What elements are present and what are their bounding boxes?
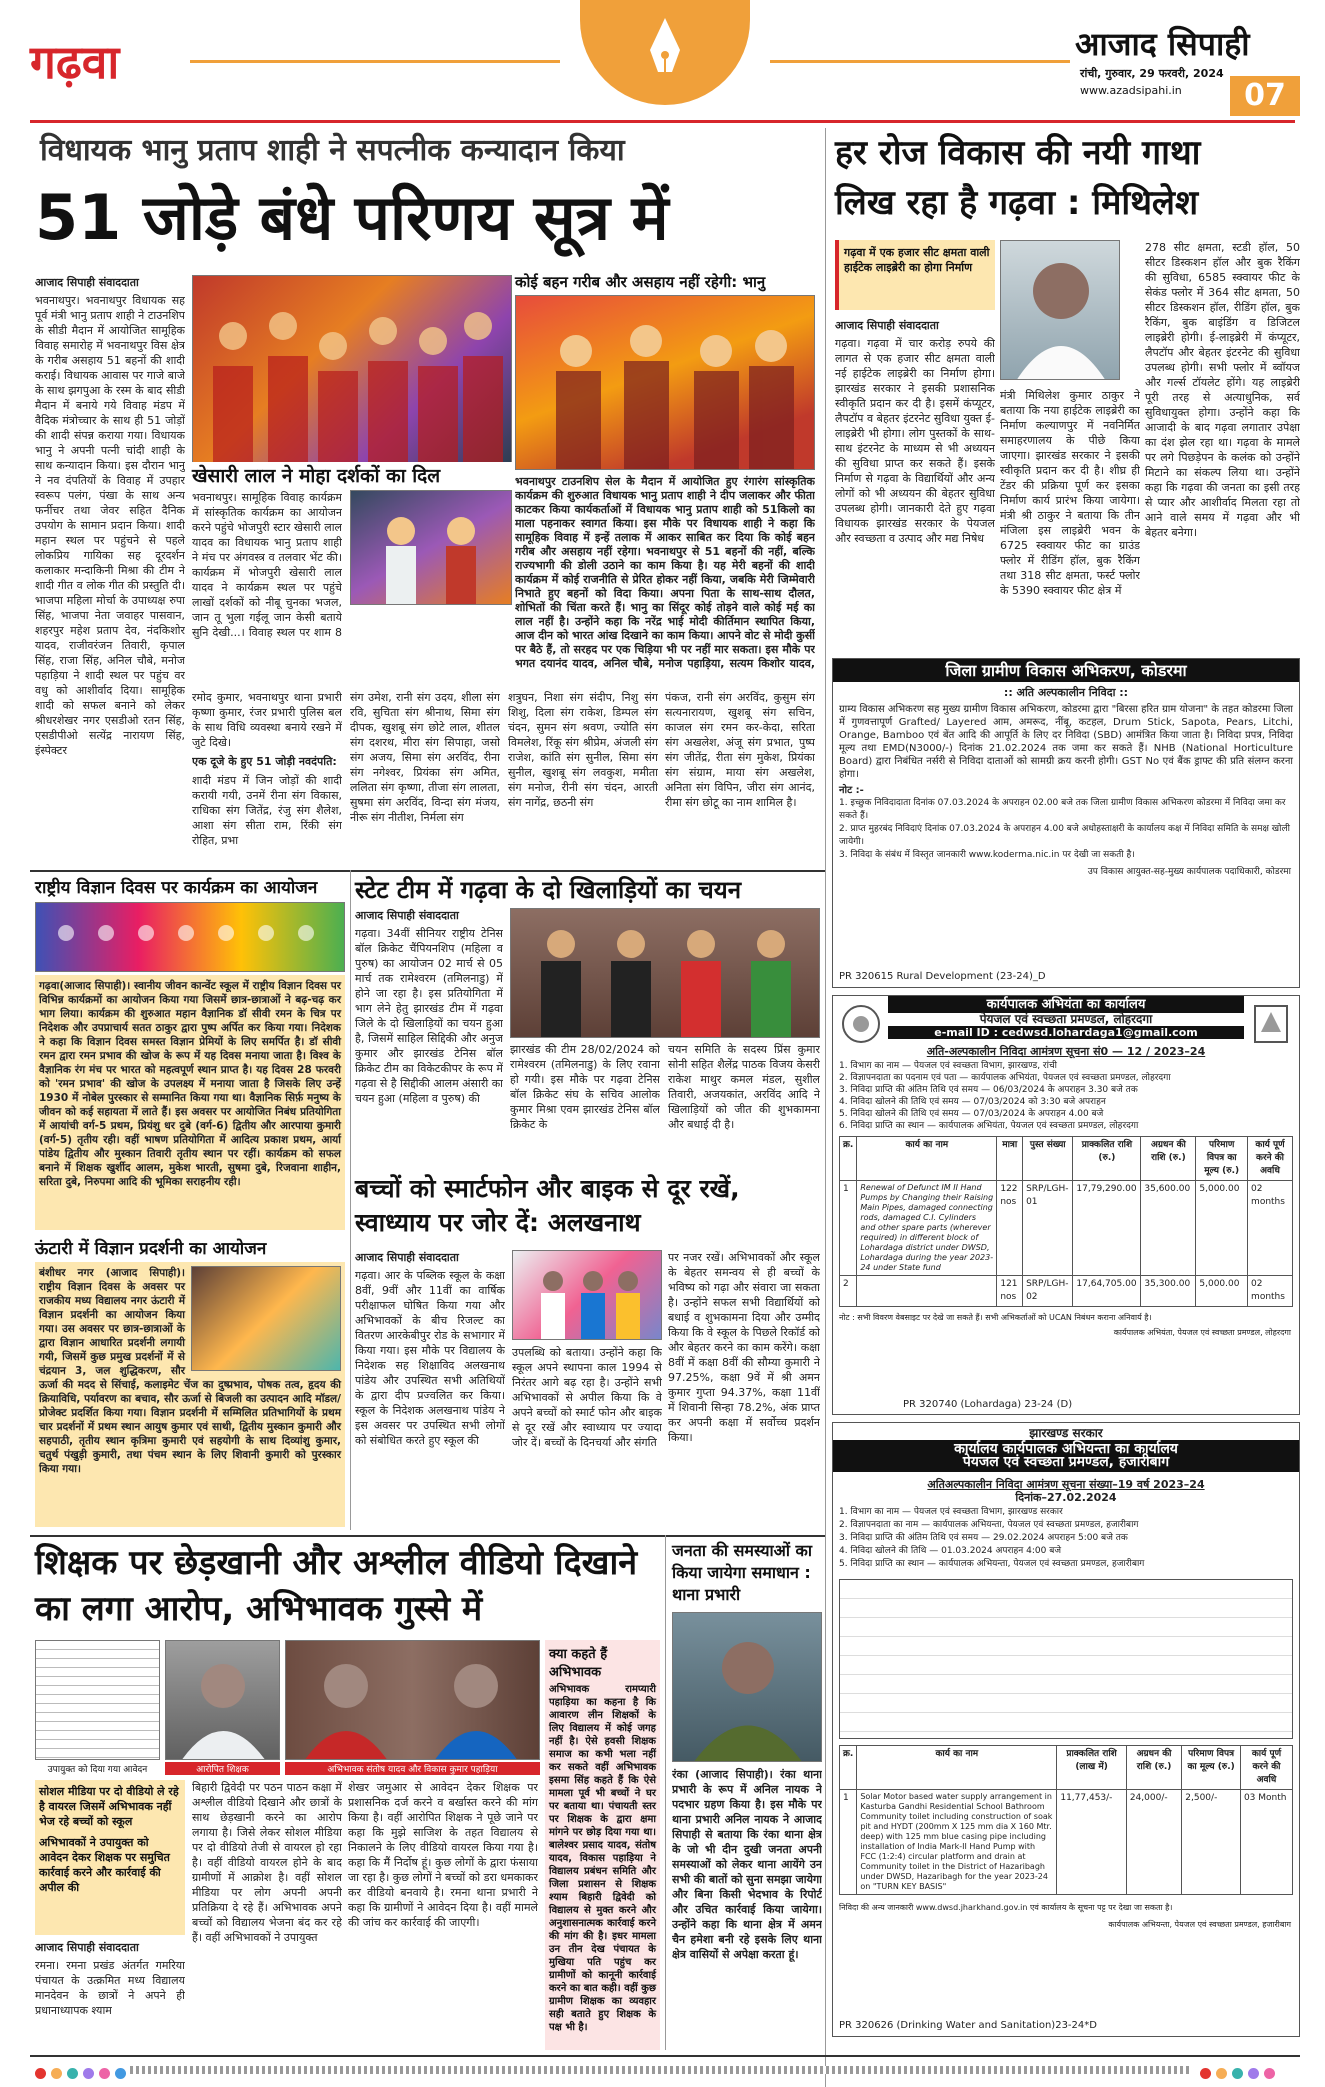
page-number: 07	[1230, 76, 1300, 116]
footer-dots-left	[35, 2064, 131, 2083]
smartphone-col1: आजाद सिपाही संवाददाता गढ़वा। आर के पब्लिक स्कूल के कक्षा 8वीं, 9वीं और 11वीं का वार्षिक परीक्षाफल घोषित किया गया और अभिभावकों के बीच रिजल्ट का वितरण आरकेबीपुर रोड के सभागार में किया गया। इस मौके पर विद्यालय के निदेशक सह शिक्षाविद अलखनाथ पांडेय और उपस्थित सभी अतिथियों के द्वारा दीप प्रज्वलित कर किया। स्कूल के निदेशक अलखनाथ पांडेय ने इस अवसर पर उपस्थित सभी लोगों को संबोधित करते हुए स्कूल की	[355, 1251, 505, 1447]
footer-dot	[51, 2068, 62, 2079]
bhanu-body: भवनाथपुर टाउनशिप सेल के मैदान में आयोजित हुए रंगारंग सांस्कृतिक कार्यक्रम की शुरुआत विधायक भानु प्रताप शाही ने दीप जलाकर और फीता काटकर किया कार्यकर्ताओं में विधायक भानु प्रताप शाही को 51किलो का माला पहनाकर स्वागत किया। इस मौके पर विधायक शाही ने कहा कि सामूहिक विवाह में इन्हें तलाक में आकर साबित कर दिया कि कोई बहन गरीब और असहाय नहीं रहेगा। भवनाथपुर से 51 बहनों की नहीं, बल्कि राज्यभागी की डोली उठाने का काम किया है। यह मेरी बहनों की शादी कार्यक्रम में कोई राजनीति से प्रेरित होकर नहीं किया, जबकि मेरी जिम्मेवारी निभाते हुए बहनों को विदा किया। अपना पिता के साथ-साथ दौलत, शोभितों की चिंता करते हैं। भानु का सिंदूर कोई तोड़ने वाले कोई मई का लाल नहीं है। उन्होंने कहा कि नरेंद्र भाई मोदी कीर्तिमान स्थापित किया, आज दीन को भारत आंख दिखाने का काम किया। आपने वोट से मोदी कुर्सी पर बैठे हैं, तो सरहद पर एक चिड़िया भी पर नहीं मार सकता। इस मौके पर भगत दयानंद यादव, अनिल चौबे, मनोज पहाड़िया, सत्यम किशोर यादव,	[515, 475, 815, 670]
website[interactable]: www.azadsipahi.in	[1080, 84, 1182, 97]
police-body: रंका (आजाद सिपाही)। रंका थाना प्रभारी के रूप में अनिल नायक ने पदभार ग्रहण किया है। इस मौके पर थाना प्रभारी अनिल नायक ने आजाद सिपाही से बताया कि रंका थाना क्षेत्र के जो भी दीन दुखी जनता अपनी समस्याओं को लेकर थाना आयेंगे उन सभी की बातों को सुना समझा जायेगा और बिना किसी भेदभाव के रिपोर्ट और उचित कार्रवाई किया जायेगा। उन्होंने कहा कि थाना क्षेत्र में अमन चैन हमेशा बनी रहे इसके लिए थाना क्षेत्र वासियों से अपेक्षा करता हूं।	[672, 1768, 822, 1961]
state-team-col3: चयन समिति के सदस्य प्रिंस कुमार सोनी सहित शैलेंद्र पाठक विजय केसरी राकेश माथुर कमल मंडल, सुशील तिवारी, अजयकांत, अरविंद आदि ने खिलाड़ियों को जीत की शुभकामना और बधाई दी है।	[668, 1043, 820, 1131]
tender-hazaribagh-office: कार्यालय कार्यपालक अभियन्ता का कार्यालय पेयजल एवं स्वच्छता प्रमण्डल, हजारीबाग	[833, 1440, 1299, 1472]
tender-lohardaga-title: अति-अल्पकालीन निविदा आमंत्रण सूचना सं0 — 12 / 2023–24	[926, 1045, 1206, 1058]
khesari-title: खेसारी लाल ने मोहा दर्शकों का दिल	[192, 462, 512, 488]
exhibition-body: बंशीधर नगर (आजाद सिपाही)। राष्ट्रीय विज्ञान दिवस के अवसर पर राजकीय मध्य विद्यालय नगर ऊंटारी में विज्ञान प्रदर्शनी का आयोजन किया गया। उस अवसर पर छात्र-छात्राओं के द्वारा विज्ञान आधारित प्रदर्शनी लगायी गयी, जिसमें कुछ प्रमुख प्रदर्शनों में से चंद्रयान 3, जल शुद्धिकरण, सौर ऊर्जा की मदद से सिंचाई, कलाइमेट चेंज का दुष्प्रभाव, पोषक तत्व, हृदय की क्रियाविधि, पर्यावरण का बचाव, सौर ऊर्जा से बिजली का उत्पादन आदि मॉडल/प्रोजेक्ट प्रदर्शित किया गया। विज्ञान प्रदर्शनी में सम्मिलित प्रतिभागियों के प्रथम चार प्रदर्शनों में प्रथम स्थान आयुष कुमार एवं साथी, द्वितीय मुस्कान कुमारी और सहपाठी, तृतीय स्थान कृत्रिमा कुमारी एवं सहयोगी के साथ दिव्यांशु कुमार, चतुर्थ पंखुड़ी कुमारी, तथा पंचम स्थान के लिए शिवानी कुमारी को पुरस्कार किया गया।	[35, 1262, 345, 1527]
right-headline-1: हर रोज विकास की नयी गाथा	[835, 133, 1201, 173]
minister-photo	[1000, 240, 1120, 380]
table-row: 1 Renewal of Defunct IM II Hand Pumps by Changing their Raising Main Pipes, damaged connecting rods, damaged C.I. Cylinders and other spare parts (wherever required) in different block of Lohardaga district under DWSD, Lohardaga during the year 2023-24 under State fund 122 nos SRP/LGH-01 17,79,290.00 35,600.00 5,000.00 02 months	[840, 1181, 1293, 1276]
footer-dot	[1264, 2068, 1275, 2079]
tender-hazaribagh-table: क्र. कार्य का नाम प्राक्कलित राशि (लाख में) अग्रधन की राशि (रु.) परिमाण विपत्र का मूल्य (रु.) कार्य पूर्ण करने की अवधि 1 Solar Motor based water supply arrangement in Kasturba Gandhi Residential School Bathroom Community toilet including construction of soak pit and HYDT (200mm X 125 mm dia X 160 Mtr. deep) with 125 mm blue casing pipe including installation of India Mark-II Hand Pump with FCC (1:2:4) circular platform and drain at Community toilet in the District of Hazaribagh under DWSD, Hazaribagh for the year 2023-24 on "TURN KEY BASIS" 11,77,453/- 24,000/- 2,500/- 03 Month	[839, 1745, 1293, 1895]
science-day-body: गढ़वा(आजाद सिपाही)। स्वानीय जीवन कान्वेंट स्कूल में राष्ट्रीय विज्ञान दिवस पर विभिन्न कार्यक्रमों का आयोजन किया गया जिसमें छात्र-छात्राओं ने बढ़-चढ़ कर भाग लिया। कार्यक्रम की शुरुआत महान वैज्ञानिक डॉ सीवी रमन के चित्र पर निदेशक और उपप्राचार्य सतत ठाकुर द्वारा पुष्प अर्पित कर किया गया। निदेशक ने कहा कि विज्ञान दिवस समस्त विज्ञान प्रेमियों के लिए समर्पित है। डॉ सीवी रमन द्वारा रमन प्रभाव की खोज के रूप में यह दिवस मनाया जाता है। विश्व के वैज्ञानिक रंग मंच पर भारत को महत्वपूर्ण स्थान प्राप्त है। यह दिवस 28 फरवरी को 'रमन प्रभाव' की खोज के उपलक्ष्य में मनाया जाता है जिसके लिए उन्हें 1930 में नोबेल पुरस्कार से सम्मानित किया गया था। वैज्ञानिक सिर्फ़ मनुष्य के जीवन को कई सहायता में लाते हैं। इस अवसर पर आयोजित निबंध प्रतियोगिता में आयांची वर्ग-5 प्रथम, प्रियंशु धर दुबे (वर्ग-6) द्वितीय और आरपाया कुमारी (वर्ग-5) तृतीय रही। वहीं भाषण प्रतियोगिता में आदित्य प्रकाश प्रथम, आर्या पांडेय द्वितीय और मुस्कान तिवारी तृतीय स्थान पर रहीं। कार्यक्रम को सफल बनाने में शिक्षक खुर्शीद आलम, मुकेश भारती, सुषमा दुबे, रिजवाना शाहीन, सरिता दुबे, निरुपमा आदि की भूमिका सराहनीय रही।	[35, 975, 345, 1230]
pen-nib-icon	[580, 0, 750, 110]
district-title: गढ़वा	[30, 35, 120, 89]
tender-koderma: जिला ग्रामीण विकास अभिकरण, कोडरमा :: अति अल्पकालीन निविदा :: ग्राम्य विकास अभिकरण सह मुख्य ग्रामीण विकास अभिकरण, कोडरमा द्वारा "बिरसा हरित ग्राम योजना" के तहत कोडरमा जिला में गुणवत्तापूर्ण Grafted/ Layered आम, अमरूद, नींबू, कटहल, Drum Stick, Sapota, Pears, Litchi, Orange, Bamboo एवं बेंत आदि की आपूर्ति के लिए दर निविदा (SBD) आमंत्रित किया जाता है। निविदा प्रपत्र, निविदा मूल्य तथा EMD(N3000/-) दिनांक 21.02.2024 तक जमा कर सकते हैं। NHB (National Horticulture Board) द्वारा निबंधित नर्सरी से निविदा दाताओं को सामग्री क्रय करनी होगी। GST No एवं बैंक ड्राफ्ट की प्रति संलग्न करना होगा। नोट :- 1. इच्छुक निविदादाता दिनांक 07.03.2024 के अपराहन 02.00 बजे तक जिला ग्रामीण विकास अभिकरण कोडरमा में निविदा जमा कर सकते हैं। 2. प्राप्त मुहरबंद निविदाएं दिनांक 07.03.2024 के अपराहन 4.00 बजे अधोहस्ताक्षरी के कार्यालय कक्ष में निविदा समिति के समक्ष खोली जायेगी। 3. निविदा के संबंध में विस्तृत जानकारी www.koderma.nic.in पर देखी जा सकती है। उप विकास आयुक्त-सह-मुख्य कार्यपालक पदाधिकारी, कोडरमा PR 320615 Rural Development (23-24)_D	[832, 658, 1300, 988]
table-row: 1 Solar Motor based water supply arrangement in Kasturba Gandhi Residential School Bathroom Community toilet including construction of soak pit and HYDT (200mm X 125 mm dia X 160 Mtr. deep) with 125 mm blue casing pipe including installation of India Mark-II Hand Pump with FCC (1:2:4) circular platform and drain at Community toilet in the District of Hazaribagh under DWSD, Hazaribagh for the year 2023-24 on "TURN KEY BASIS" 11,77,453/- 24,000/- 2,500/- 03 Month	[840, 1790, 1293, 1895]
tender-hazaribagh-pr: PR 320626 (Drinking Water and Sanitation)23-24*D	[839, 2020, 1097, 2031]
harassment-headline: शिक्षक पर छेड़खानी और अश्लील वीडियो दिखाने का लगा आरोप, अभिभावक गुस्से में	[35, 1543, 638, 1629]
masthead-rule-right	[770, 60, 1070, 63]
right-headline-2: लिख रहा है गढ़वा : मिथिलेश	[835, 183, 1199, 223]
tender-koderma-pr: PR 320615 Rural Development (23-24)_D	[839, 971, 1046, 982]
smartphone-col3: पर नजर रखें। अभिभावकों और स्कूल के बेहतर समन्वय से ही बच्चों के भविष्य को गढ़ा और संवारा जा सकता है। उन्होंने सफल सभी विद्यार्थियों को बधाई व शुभकामना दिया और उम्मीद किया कि वे स्कूल के पिछले रिकॉर्ड को और बेहतर करने का काम करेंगे। कक्षा 8वीं में कक्षा 8वीं की सौम्या कुमारी ने 97.25%, कक्षा 9वें में श्री अमन कुमार गुप्ता 94.37%, कक्षा 11वीं में शिवानी सिन्हा 78.2%, अंक प्राप्त कर अपनी कक्षा में सर्वोच्च प्रदर्शन किया।	[668, 1251, 820, 1444]
tender-lohardaga: कार्यपालक अभियंता का कार्यालय पेयजल एवं स्वच्छता प्रमण्डल, लोहरदगा e-mail ID : cedwsd.lohardaga1@gmail.com अति-अल्पकालीन निविदा आमंत्रण सूचना सं0 — 12 / 2023–24 1. विभाग का नाम — पेयजल एवं स्वच्छता विभाग, झारखण्ड, रांची 2. विज्ञापनदाता का पदनाम एवं पता — कार्यपालक अभियंता, पेयजल एवं स्वच्छता प्रमण्डल, लोहरदगा 3. निविदा प्राप्ति की अंतिम तिथि एवं समय — 06/03/2024 के अपराहन 3.30 बजे तक 4. निविदा खोलने की तिथि एवं समय — 07/03/2024 को 3:30 बजे अपराहन 5. निविदा खोलने की तिथि एवं समय — 07/03/2024 के अपराहन 4.00 बजे 6. निविदा प्राप्ति का स्थान — कार्यपालक अभियंता, पेयजल एवं स्वच्छता प्रमण्डल, लोहरदगा क्र. कार्य का नाम मात्रा पुस्त संख्या प्राक्कलित राशि (रु.) अग्रधन की राशि (रु.) परिमाण विपत्र का मूल्य (रु.) कार्य पूर्ण करने की अवधि 1 Renewal of Defunct IM II Hand Pumps by Changing their Raising Main Pipes, damaged connecting rods, damaged C.I. Cylinders and other spare parts (wherever required) in different block of Lohardaga district under DWSD, Lohardaga during the year 2023-24 under State fund 122 nos SRP/LGH-01 17,79,290.00 35,600.00 5,000.00 02 months 2 121 nos SRP/LGH-02 17,64,705.00 35,300.00 5,000.00 02 months नोट : सभी विवरण वेबसाइट पर देखे जा सकते हैं। सभी अभिकर्ताओं को UCAN निबंधन कराना अनिवार्य है। कार्यपालक अभियंता, पेयजल एवं स्वच्छता प्रमण्डल, लोहरदगा PR 320740 (Lohardaga) 23-24 (D)	[832, 995, 1300, 1415]
footer-dot	[99, 2068, 110, 2079]
right-body-col3: 278 सीट क्षमता, स्टडी हॉल, 50 सीटर डिस्कशन हॉल और बुक रैकिंग की सुविधा, 6585 स्क्वायर फीट के सेकंड फ्लोर में 364 सीट क्षमता, 50 सीटर डिस्कशन हॉल, रीडिंग हॉल, बुक रैकिंग, बुक बाइंडिंग व डिजिटल लाइब्रेरी होगी। ई-लाइब्रेरी में कंप्यूटर, लैपटॉप और बेहतर इंटरनेट की सुविधा उपलब्ध होगी। सभी फ्लोर में ब्वॉयज और गर्ल्स टॉयलेट होंगे। यह लाइब्रेरी पूरी तरह से अत्याधुनिक, सर्व सुविधायुक्त होगा। उन्होंने कहा कि आजादी के बाद गढ़वा लगातार उपेक्षा का दंश झेल रहा था। गढ़वा के मामले पर लगे पिछड़ेपन के कलंक को उन्होंने मिटाने का संकल्प लिया था। उन्होंने कहा कि गढ़वा की जनता का इसी तरह से प्यार और आशीर्वाद मिलता रहा तो आने वाले समय में गढ़वा और भी बेहतर बनेगा।	[1145, 241, 1300, 539]
right-body-col1: आजाद सिपाही संवाददाता गढ़वा। गढ़वा में चार करोड़ रुपये की लागत से एक हजार सीट क्षमता वाली नई हाईटेक लाइब्रेरी का निर्माण होगा। झारखंड सरकार ने इसकी प्रशासनिक स्वीकृति प्रदान कर दी है। इसमें कंप्यूटर, लैपटॉप व बेहतर इंटरनेट सुविधा युक्त ई-लाइब्रेरी भी होगा। लोग पुस्तकों के साथ-साथ इंटरनेट के माध्यम से भी अध्ययन की सुविधा प्राप्त कर सकते हैं। इसके निर्माण से गढ़वा के विद्यार्थियों और अन्य लोगों को भी अध्ययन की बेहतर सुविधा उपलब्ध होगी। जानकारी देते हुए गढ़वा विधायक झारखंड सरकार के पेयजल और स्वच्छता व उत्पाद और मद्य निषेध	[835, 319, 995, 545]
harassment-col2: बिहारी द्विवेदी पर पठन पाठन कक्षा में अश्लील वीडियो दिखाने और छात्रों के साथ छेड़खानी करने का आरोप लगाया है। जिसे लेकर सोशल मीडिया पर दो वीडियो तेजी से वायरल हो रहा है। वहीं वीडियो वायरल होने के बाद ग्रामीणों में आक्रोश है। वहीं सोशल मीडिया पर लोग अपनी अपनी प्रतिक्रिया दे रहे हैं। अभिभावक अपने बच्चों को विद्यालय भेजना बंद कर रहे हैं। वहीं अभिभावकों ने उपायुक्त	[192, 1781, 342, 1944]
accused-caption: आरोपित शिक्षक	[165, 1762, 280, 1775]
column-divider	[825, 128, 826, 2087]
tender-lohardaga-table: क्र. कार्य का नाम मात्रा पुस्त संख्या प्राक्कलित राशि (रु.) अग्रधन की राशि (रु.) परिमाण विपत्र का मूल्य (रु.) कार्य पूर्ण करने की अवधि 1 Renewal of Defunct IM II Hand Pumps by Changing their Raising Main Pipes, damaged connecting rods, damaged C.I. Cylinders and other spare parts (wherever required) in different block of Lohardaga district under DWSD, Lohardaga during the year 2023-24 under State fund 122 nos SRP/LGH-01 17,79,290.00 35,600.00 5,000.00 02 months 2 121 nos SRP/LGH-02 17,64,705.00 35,300.00 5,000.00 02 months	[839, 1136, 1293, 1307]
paper-name: आजाद सिपाही	[1075, 25, 1250, 63]
masthead-rule-left	[190, 60, 560, 63]
footer-dot	[1200, 2068, 1211, 2079]
footer-dot	[1232, 2068, 1243, 2079]
tender-hazaribagh-title: अतिअल्पकालीन निविदा आमंत्रण सूचना संख्या–19 वर्ष 2023–24	[927, 1478, 1205, 1491]
smartphone-headline: बच्चों को स्मार्टफोन और बाइक से दूर रखें, स्वाध्याय पर जोर दें: अलखनाथ	[355, 1174, 740, 1237]
tender-lohardaga-office: कार्यपालक अभियंता का कार्यालय	[888, 996, 1244, 1013]
exhibition-photo	[191, 1266, 341, 1371]
footer-dot	[83, 2068, 94, 2079]
right-body-col2: मंत्री मिथिलेश कुमार ठाकुर ने बताया कि नया हाईटेक लाइब्रेरी का निर्माण कल्याणपुर में नवनिर्मित समाहरणालय के पीछे किया जाएगा। झारखंड सरकार ने इसकी स्वीकृति प्रदान कर दी है। शीघ्र ही टेंडर की प्रक्रिया पूर्ण कर इसका निर्माण कार्य प्रारंभ किया जायेगा। मंत्री श्री ठाकुर ने बताया कि तीन मंजिला इस लाइब्रेरी भवन के 6725 स्क्वायर फीट का ग्राउंड फ्लोर में रीडिंग हॉल, बुक रैकिंग तथा 318 सीट क्षमता, फर्स्ट फ्लोर के 5390 स्क्वायर फीट क्षेत्र में	[1000, 389, 1140, 597]
khesari-stage-photo	[350, 490, 512, 605]
parents-photo	[285, 1640, 540, 1760]
lead-body-col3: संग उमेश, रानी संग उदय, शीला संग रवि, सुचिता संग श्रीनाथ, सिमा संग दीपक, खुशबू संग छोटे लाल, शीतल संग दशरथ, मीरा संग सिपाहा, जसो संग अजय, सिमा संग अरविंद, रीना संग नगेश्वर, प्रियंका संग अमित, ललिता संग कृष्णा, तीजा संग लालता, सुषमा संग अरविंद, विन्दा संग मंजय, नीरू संग नीतीश, निर्मला संग	[350, 691, 500, 824]
footer-dot	[67, 2068, 78, 2079]
lead-body-text: भवनाथपुर। भवनाथपुर विधायक सह पूर्व मंत्री भानु प्रताप शाही ने टाउनशिप के सीडी मैदान में आयोजित सामूहिक विवाह समारोह में भवनाथपुर विस क्षेत्र के गरीब असहाय 51 बहनों की शादी कराई। विधायक आवास पर गाजे बाजे के साथ झगपुआ के रस्म के बाद सीडी मैदान में बनाये गये विवाह मंडप में वैदिक मंत्रोच्चार के साथ ही 51 जोड़ों की शादी संपन्न कराया गया। विधायक भानु ने अपनी पत्नी चांदी शाही के साथ कन्यादान किया। इस दौरान भानु ने नव दंपतियों के विवाह में उपहार स्वरूप पलंग, पंखा के साथ अन्य फर्नीचर तथा जेवर सहित दैनिक उपयोग के सामान प्रदान किया। शादी महान स्थल पर पहुंचने से पहले लोकप्रिय गायिका सह दूरदर्शन कलाकार मन्दाकिनी मिश्रा की टीम ने शादी गीत व लोक गीत की प्रस्तुति दी। भाजपा महिला मोर्चा के उपाध्यक्ष रुपा सिंह, भाजपा नेता जवाहर पासवान, शहरपुर महेश प्रताप देव, नंदकिशोर यादव, राजीवरंजन तिवारी, कृपाल सिंह, राजा सिंह, अनिल चौबे, मनोज पहाड़िया ने शादी स्थल पर पहुंच वर वधु को आशीर्वाद दिया। सामूहिक शादी को सफल बनाने को लेकर श्रीधरशेखर नगर एसडीओ रतन सिंह, एसडीपीओ सत्येंद्र नारायण सिंह, इंस्पेक्टर	[35, 294, 185, 757]
exhibition-headline: ऊंटारी में विज्ञान प्रदर्शनी का आयोजन	[35, 1239, 267, 1259]
parents-caption: अभिभावक संतोष यादव और विकास कुमार पहाड़िया	[285, 1762, 540, 1775]
library-pull-quote: गढ़वा में एक हजार सीट क्षमता वाली हाईटेक लाइब्रेरी का होगा निर्माण	[835, 240, 995, 310]
footer-dot	[115, 2068, 126, 2079]
story-bhanu-title: कोई बहन गरीब और असहाय नहीं रहेगी: भानु	[515, 273, 766, 291]
state-team-col1: आजाद सिपाही संवाददाता गढ़वा। 34वीं सीनियर राष्ट्रीय टेनिस बॉल क्रिकेट चैंपियनशिप (महिला व पुरुष) का आयोजन 02 मार्च से 05 मार्च तक रामेश्वरम (तमिलनाडु) में होने जा रहा है। इस प्रतियोगिता में भाग लेने हेतु झारखंड टीम में गढ़वा जिले के दो खिलाड़ियों का चयन हुआ है, जिसमें साहिल सिद्दिकी और अनुज कुमार और झारखंड टेनिस बॉल क्रिकेट टीम का विकेटकीपर के रूप में गढ़वा से है सिद्दीकी आलम अंसारी का चयन हुआ (महिला व पुरुष) की	[355, 909, 503, 1105]
govt-emblem-icon	[841, 1002, 881, 1046]
tender-hazaribagh-details-grid	[839, 1579, 1293, 1739]
tender-koderma-title: :: अति अल्पकालीन निविदा ::	[1003, 686, 1129, 699]
table-row: 2 121 nos SRP/LGH-02 17,64,705.00 35,300.00 5,000.00 02 months	[840, 1276, 1293, 1307]
tender-koderma-header: जिला ग्रामीण विकास अभिकरण, कोडरमा	[833, 659, 1299, 682]
state-team-col2: झारखंड की टीम 28/02/2024 को रामेश्वरम (तमिलनाडु) के लिए रवाना हो गयी। इस मौके पर गढ़वा टेनिस बॉल क्रिकेट संघ के सचिव आलोक कुमार मिश्रा एवम झारखंड टेनिस बॉल क्रिकेट के	[510, 1043, 660, 1131]
bhanu-photo	[515, 295, 815, 470]
harassment-col3: शेखर जमुआर से आवेदन देकर शिक्षक पर प्रशासनिक दर्ज करने व बर्खास्त करने की मांग किया है। वहीं आरोपित शिक्षक ने पूछे जाने पर कहा कि मुझे साजिश के तहत विद्यालय से निकालने के लिए वीडियो वायरल किया गया है। कहा कि मैं निर्दोष हूं। कुछ लोगों के द्वारा फंसाया जा रहा है। कुछ लोगों ने बच्चों को डरा धमकाकर कर वीडियो बनवाये है। रमना थाना प्रभारी ने कहा कि ग्रामीणों ने आवेदन दिया है। वहीं मामले की जांच कर कार्रवाई की जाएगी।	[348, 1781, 538, 1929]
khesari-body: भवनाथपुर। सामूहिक विवाह कार्यक्रम में सांस्कृतिक कार्यक्रम का आयोजन करने पहुंचे भोजपुरी स्टार खेसारी लाल यादव का विधायक भानु प्रताप शाही ने मंच पर अंगवस्त्र व तलवार भेंट की। कार्यक्रम में भोजपुरी खेसारी लाल यादव ने कार्यक्रम स्थल पर पहुंचे लाखों दर्शकों को नीबू चुनका भजल, जान तू भुला गईलू जान केसी बताये सुनि देखी...। विवाह स्थल पर शाम 8	[192, 491, 342, 639]
accused-teacher-photo	[165, 1640, 280, 1760]
masthead-divider	[30, 120, 1295, 123]
footer-dot	[35, 2068, 46, 2079]
parents-sidebar: क्या कहते हैं अभिभावक अभिभावक रामप्यारी पहाड़िया का कहना है कि आवारण लीन शिक्षकों के लिए विद्यालय में कोई जगह नहीं है। ऐसे हवसी शिक्षक समाज का कभी भला नहीं कर सकते वहीं अभिभावक इसमा सिंह कहते हैं कि ऐसे मामला पूर्व भी बच्चों ने घर पर बताया था। पंचायती स्तर पर शिक्षक के द्वारा क्षमा मांगने पर छोड़ दिया गया था। बालेश्वर प्रसाद यादव, संतोष यादव, विकास पहाड़िया ने विद्यालय प्रबंधन समिति और जिला प्रशासन से शिक्षक श्याम बिहारी द्विवेदी को विद्यालय से मुक्त करने और अनुशासनात्मक कार्रवाई करने की मांग की है। इधर मामला उन तीन देख पंचायत के मुखिया पति पहुंच कर ग्रामीणों को कानूनी कार्रवाई करने का बात कही। वहीं कुछ ग्रामीण शिक्षक का व्यवहार सही बताते हुए शिक्षक के पक्ष भी है।	[545, 1640, 660, 2050]
lead-body-col5: पंकज, रानी संग अरविंद, कुसुम संग सत्यनारायण, खुशबू संग सचिन, काजल संग रमन कर-केदा, सरिता संग अखलेश, अंजू संग प्रभात, पुष्प संग जीतेंद्र, रीता संग मुकेश, प्रियंका संग संग्राम, माया संग अखलेश, अनिता संग विपिन, जीरा संग आनंद, रीमा संग छोटू का नाम शामिल है।	[665, 691, 815, 809]
tender-lohardaga-pr: PR 320740 (Lohardaga) 23-24 (D)	[903, 1399, 1073, 1410]
lead-kicker: विधायक भानु प्रताप शाही ने सपत्नीक कन्यादान किया	[40, 133, 625, 168]
tender-koderma-body: ग्राम्य विकास अभिकरण सह मुख्य ग्रामीण विकास अभिकरण, कोडरमा द्वारा "बिरसा हरित ग्राम योजना" के तहत कोडरमा जिला में गुणवत्तापूर्ण Grafted/ Layered आम, अमरूद, नींबू, कटहल, Drum Stick, Sapota, Pears, Litchi, Orange, Bamboo एवं बेंत आदि की आपूर्ति के लिए दर निविदा (SBD) आमंत्रित किया जाता है। निविदा प्रपत्र, निविदा मूल्य तथा EMD(N3000/-) दिनांक 21.02.2024 तक जमा कर सकते हैं। NHB (National Horticulture Board) द्वारा निबंधित नर्सरी से निविदा दाताओं को सामग्री क्रय करनी होगी। GST No एवं बैंक ड्राफ्ट की प्रति संलग्न करना होगा।	[839, 704, 1293, 780]
footer-dot	[1216, 2068, 1227, 2079]
harassment-col1: आजाद सिपाही संवाददाता रमना। रमना प्रखंड अंतर्गत गमरिया पंचायत के उत्क्रमित मध्य विद्यालय मानदेवन के छात्रों ने अपने ही प्रधानाध्यापक श्याम	[35, 1941, 185, 2017]
lead-body-col4: शत्रुघन, निशा संग संदीप, निशु संग शिशु, दिला संग राकेश, डिम्पल संग चंदन, सुमन संग श्रवण, ज्योति संग विमलेश, रिंकू संग श्रीप्रेम, अंजली संग राजेश, कांति संग सुनील, सिमा संग सुनील, खुशबू संग लवकुश, ममीता संग मनोज, रीनी संग चंदन, आरती संग नागेंद्र, छठनी संग	[508, 691, 658, 809]
footer-dot	[1248, 2068, 1259, 2079]
footer-bar	[130, 2066, 1190, 2074]
lead-body-col1	[35, 275, 185, 865]
school-event-photo	[512, 1250, 662, 1340]
wedding-photo	[192, 275, 512, 465]
lead-body-col2: रमोद कुमार, भवनाथपुर थाना प्रभारी कृष्णा कुमार, रंजर प्रभारी पुलिस बल के साथ विधि व्यवस्था बनाये रखने में जुटे दिखे। एक दूजे के हुए 51 जोड़ी नवदंपति: शादी मंडप में जिन जोड़ों की शादी करायी गयी, उनमें रीना संग विकास, राधिका संग जितेंद्र, रंजु संग शैलेश, आशा संग सीता राम, रिंकी संग रोहित, प्रभा	[192, 691, 342, 847]
tender-koderma-sign: उप विकास आयुक्त-सह-मुख्य कार्यपालक पदाधिकारी, कोडरमा	[1087, 867, 1291, 877]
lead-subhead: एक दूजे के हुए 51 जोड़ी नवदंपति:	[192, 755, 337, 768]
police-headline: जनता की समस्याओं का किया जायेगा समाधान : थाना प्रभारी	[672, 1541, 812, 1604]
science-day-headline: राष्ट्रीय विज्ञान दिवस पर कार्यक्रम का आयोजन	[35, 878, 318, 898]
science-day-photo	[35, 902, 345, 972]
police-officer-photo	[672, 1612, 822, 1762]
footer-dots-right	[1200, 2064, 1280, 2083]
lead-headline: 51 जोड़े बंधे परिणय सूत्र में	[35, 181, 669, 254]
harassment-pull-quote: सोशल मीडिया पर दो वीडियो ले रहे है वायरल जिसमें अभिभावक नहीं भेज रहे बच्चों को स्कूल अभिभावकों ने उपायुक्त को आवेदन देकर शिक्षक पर समुचित कार्रवाई करने और कार्रवाई की अपील की	[35, 1780, 185, 1935]
dateline: रांची, गुरुवार, 29 फरवरी, 2024	[1080, 67, 1224, 80]
application-caption: उपायुक्त को दिया गया आवेदन	[47, 1765, 148, 1775]
jharkhand-emblem-icon	[1251, 1002, 1291, 1046]
tender-hazaribagh: झारखण्ड सरकार कार्यालय कार्यपालक अभियन्ता का कार्यालय पेयजल एवं स्वच्छता प्रमण्डल, हजारीबाग अतिअल्पकालीन निविदा आमंत्रण सूचना संख्या–19 वर्ष 2023–24 दिनांक–27.02.2024 1. विभाग का नाम — पेयजल एवं स्वच्छता विभाग, झारखण्ड सरकार 2. विज्ञापनदाता का नाम — कार्यपालक अभियन्ता, पेयजल एवं स्वच्छता प्रमण्डल, हजारीबाग 3. निविदा प्राप्ति की अंतिम तिथि एवं समय — 29.02.2024 अपराहन 5:00 बजे तक 4. निविदा खोलने की तिथि — 01.03.2024 अपराहन 4:00 बजे 5. निविदा प्राप्ति का स्थान — कार्यपालक अभियन्ता, पेयजल एवं स्वच्छता प्रमण्डल, हजारीबाग क्र. कार्य का नाम प्राक्कलित राशि (लाख में) अग्रधन की राशि (रु.) परिमाण विपत्र का मूल्य (रु.) कार्य पूर्ण करने की अवधि 1 Solar Motor based water supply arrangement in Kasturba Gandhi Residential School Bathroom Community toilet including construction of soak pit and HYDT (200mm X 125 mm dia X 160 Mtr. deep) with 125 mm blue casing pipe including installation of India Mark-II Hand Pump with FCC (1:2:4) circular platform and drain at Community toilet in the District of Hazaribagh under DWSD, Hazaribagh for the year 2023-24 on "TURN KEY BASIS" 11,77,453/- 24,000/- 2,500/- 03 Month निविदा की अन्य जानकारी www.dwsd.jharkhand.gov.in एवं कार्यालय के सूचना पट्ट पर देखा जा सकता है। कार्यपालक अभियन्ता, पेयजल एवं स्वच्छता प्रमण्डल, हजारीबाग PR 320626 (Drinking Water and Sanitation)23-24*D	[832, 1422, 1300, 2037]
lead-byline: आजाद सिपाही संवाददाता	[35, 276, 139, 289]
application-photo	[35, 1640, 160, 1760]
masthead	[0, 0, 1325, 118]
state-team-headline: स्टेट टीम में गढ़वा के दो खिलाड़ियों का चयन	[355, 876, 742, 904]
players-photo	[510, 908, 820, 1038]
smartphone-col2: उपलब्धि को बताया। उन्होंने कहा कि स्कूल अपने स्थापना काल 1994 से निरंतर आगे बढ़ रहा है। उन्होंने सभी अभिभावकों से अपील किया कि वे अपने बच्चों को स्मार्ट फोन और बाइक से दूर रखें और स्वाध्याय पर ज्यादा जोर दें। बच्चों के दिनचर्या और संगति	[512, 1346, 662, 1449]
